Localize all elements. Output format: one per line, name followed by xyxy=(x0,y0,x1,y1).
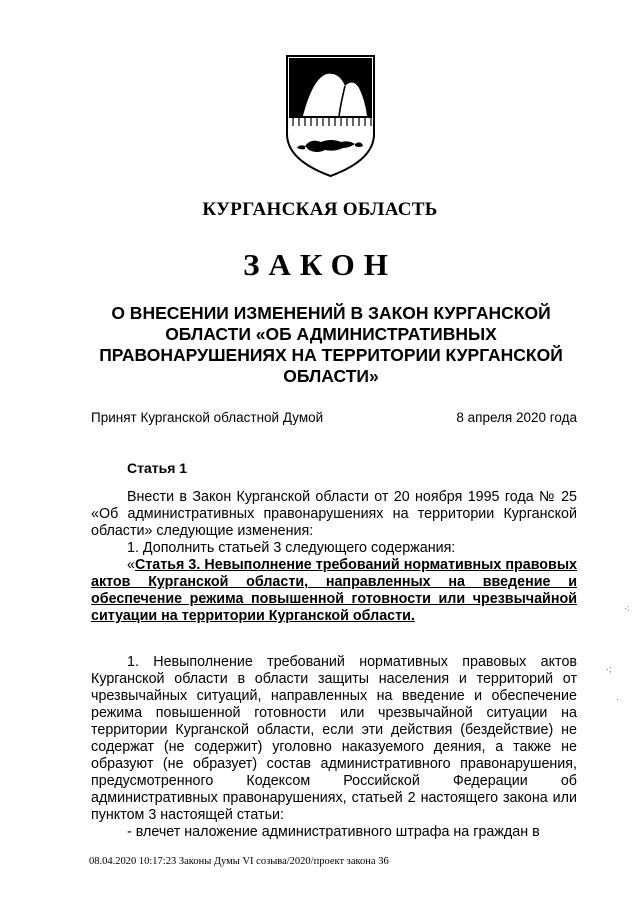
article-intro: Внести в Закон Курганской области от 20 ноября 1995 года № 25 «Об административных правонарушениях на территории Курганской области» следующие изменения: xyxy=(91,489,577,539)
item-1: 1. Дополнить статьей 3 следующего содержания: xyxy=(127,540,456,556)
clause-1: 1. Невыполнение требований нормативных правовых актов Курганской области в области защиты населения и территорий от чрезвычайных ситуаций, направленных на введение и обеспечение режима повышенной готовности или чрезвычайной ситуации на территории Курганской области, если эти действия (бездействие) не содержат (не содержит) уголовно наказуемого деяния, а также не образуют (не образует) состав административного правонарушения, предусмотренного Кодексом Российской Федерации об административных правонарушениях, статьей 2 настоящего закона или пунктом 3 настоящей статьи: xyxy=(91,654,577,823)
new-article-title: Статья 3. Невыполнение требований нормативных правовых актов Курганской области, направленных на введение и обеспечение режима повышенной готовности или чрезвычайной ситуации на территории Курганской области. xyxy=(91,557,577,624)
document-type: ЗАКОН xyxy=(243,247,397,282)
article-heading: Статья 1 xyxy=(127,460,188,476)
kurgan-coat-of-arms-icon xyxy=(283,52,378,180)
margin-mark: ·: xyxy=(624,603,630,613)
region-title: КУРГАНСКАЯ ОБЛАСТЬ xyxy=(202,199,438,220)
footer-stamp: 08.04.2020 10:17:23 Законы Думы VI созыва/2020/проект закона 36 xyxy=(89,856,389,867)
adoption-date: 8 апреля 2020 года xyxy=(456,410,577,425)
quote-mark: « xyxy=(127,557,135,573)
penalty-line: - влечет наложение административного штрафа на граждан в xyxy=(127,824,540,840)
clause-block xyxy=(91,654,577,841)
margin-mark: ·; xyxy=(606,664,612,674)
law-title: О ВНЕСЕНИИ ИЗМЕНЕНИЙ В ЗАКОН КУРГАНСКОЙ ОБЛАСТИ «ОБ АДМИНИСТРАТИВНЫХ ПРАВОНАРУШЕНИЯХ НА ТЕРРИТОРИИ КУРГАНСКОЙ ОБЛАСТИ» xyxy=(99,303,563,386)
margin-mark: · xyxy=(616,694,619,704)
adopted-by: Принят Курганской областной Думой xyxy=(91,410,324,425)
article-intro-block xyxy=(91,489,577,625)
new-article-heading xyxy=(91,557,577,625)
